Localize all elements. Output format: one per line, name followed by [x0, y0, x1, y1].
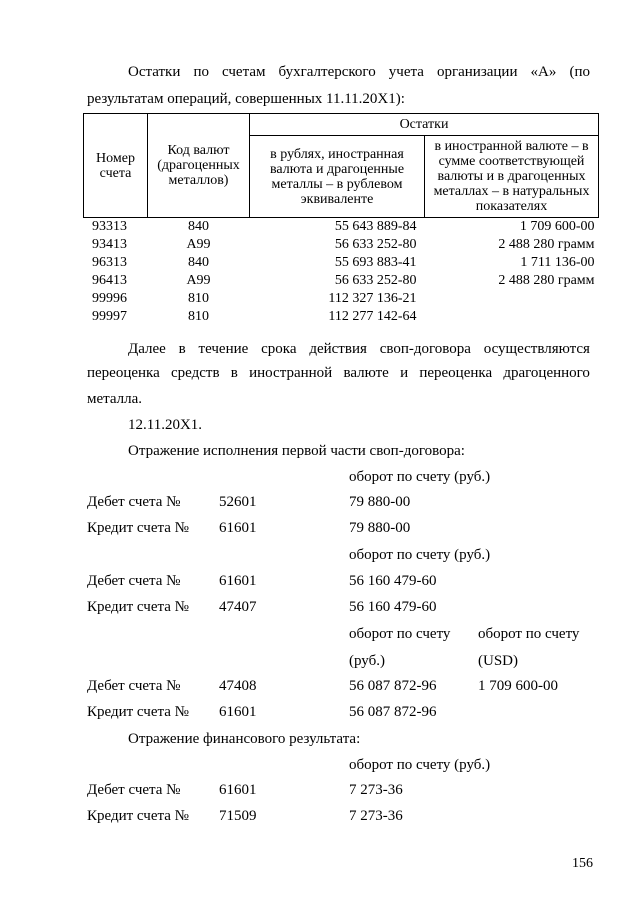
paragraph-word: переоценка	[87, 365, 160, 381]
debit-label: Дебет счета №	[87, 573, 181, 589]
cell-rub: 55 693 883-41	[334, 255, 417, 270]
cell-rub: 112 277 142-64	[328, 309, 417, 324]
section-title-swap-first-part: Отражение исполнения первой части своп-договора:	[128, 443, 465, 459]
entry-account: 71509	[219, 808, 257, 824]
section-title-financial-result: Отражение финансового результата:	[128, 731, 361, 747]
table-row	[84, 254, 599, 272]
credit-label: Кредит счета №	[87, 520, 189, 536]
entry-amount: 56 087 872-96	[349, 704, 437, 720]
header-currency-code: Код валют (драгоценных металлов)	[148, 114, 250, 218]
paragraph-line-2	[87, 364, 590, 382]
cell-code: 840	[188, 219, 209, 234]
cell-code: А99	[186, 273, 211, 288]
cell-code: 810	[188, 309, 209, 324]
entry-account: 61601	[219, 782, 257, 798]
cell-fx: 1 709 600-00	[519, 219, 595, 234]
header-account-number: Номер счета	[84, 114, 148, 218]
entry-row-credit	[0, 808, 640, 828]
cell-account: 96413	[92, 273, 127, 288]
turnover-header: оборот по счету (руб.)	[349, 469, 491, 485]
credit-label: Кредит счета №	[87, 599, 189, 615]
cell-account: 96313	[92, 255, 127, 270]
cell-fx: 1 711 136-00	[520, 255, 595, 270]
paragraph-word: действия	[309, 341, 367, 357]
paragraph-word: переоценка	[419, 365, 493, 381]
table-row	[84, 290, 599, 308]
paragraph-word: в	[178, 341, 186, 357]
entry-row-credit	[0, 520, 640, 540]
intro-word: (по	[569, 64, 590, 80]
debit-label: Дебет счета №	[87, 782, 181, 798]
entry-account: 61601	[219, 704, 257, 720]
intro-word: организации	[436, 64, 518, 80]
cell-account: 93413	[92, 237, 127, 252]
paragraph-word: течение	[198, 341, 249, 357]
intro-word: по	[193, 64, 209, 80]
entry-amount: 79 880-00	[349, 494, 411, 510]
table-row	[84, 218, 599, 237]
turnover-header: оборот по счету (руб.)	[349, 547, 491, 563]
cell-rub: 55 643 889-84	[334, 219, 417, 234]
paragraph-word: иностранной	[249, 365, 333, 381]
paragraph-word: валюте	[343, 365, 389, 381]
cell-rub: 112 327 136-21	[328, 291, 417, 306]
paragraph-word: Далее	[128, 341, 166, 357]
paragraph-word: срока	[261, 341, 297, 357]
turnover-header: оборот по счету (руб.)	[349, 757, 491, 773]
entry-row-debit	[0, 573, 640, 593]
entry-amount: 79 880-00	[349, 520, 411, 536]
paragraph-line-3: металла.	[87, 391, 143, 407]
entry-account: 52601	[219, 494, 257, 510]
entry-account: 47408	[219, 678, 257, 694]
table-row	[84, 272, 599, 290]
credit-label: Кредит счета №	[87, 704, 189, 720]
cell-fx: 2 488 280 грамм	[498, 237, 595, 252]
intro-word: Остатки	[128, 64, 181, 80]
paragraph-word: и	[400, 365, 409, 381]
cell-code: 840	[188, 255, 209, 270]
entry-amount: 56 160 479-60	[349, 573, 437, 589]
paragraph-line-1	[128, 340, 590, 358]
cell-fx	[425, 290, 599, 308]
cell-account: 99996	[92, 291, 127, 306]
cell-account: 99997	[92, 309, 127, 324]
entry-amount: 7 273-36	[349, 808, 403, 824]
paragraph-word: осуществляются	[483, 341, 590, 357]
debit-label: Дебет счета №	[87, 678, 181, 694]
header-foreign-currency: в иностранной валюте – в сумме соответствующей валюты и в драгоценных металлах – в натуральных показателях	[425, 136, 599, 218]
intro-word: «А»	[530, 64, 557, 80]
balance-table	[83, 113, 599, 326]
entry-amount: 56 087 872-96	[349, 678, 437, 694]
entry-account: 47407	[219, 599, 257, 615]
cell-fx: 2 488 280 грамм	[498, 273, 595, 288]
entry-amount: 56 160 479-60	[349, 599, 437, 615]
credit-label: Кредит счета №	[87, 808, 189, 824]
rub-unit-label: (руб.)	[349, 653, 385, 669]
cell-code: А99	[186, 237, 211, 252]
table-row	[84, 236, 599, 254]
paragraph-word: своп-договора	[379, 341, 471, 357]
intro-word: счетам	[222, 64, 266, 80]
debit-label: Дебет счета №	[87, 494, 181, 510]
intro-word: учета	[388, 64, 424, 80]
cell-code: 810	[188, 291, 209, 306]
page-number: 156	[572, 856, 593, 871]
entry-row-debit	[0, 678, 640, 698]
cell-account: 93313	[92, 219, 127, 234]
header-balances: Остатки	[250, 114, 599, 136]
cell-rub: 56 633 252-80	[334, 237, 417, 252]
paragraph-word: драгоценного	[503, 365, 590, 381]
header-rub-equivalent: в рублях, иностранная валюта и драгоценные металлы – в рублевом эквиваленте	[250, 136, 425, 218]
turnover-header-rub: оборот по счету	[349, 626, 451, 642]
intro-line-2: результатам операций, совершенных 11.11.20Х1):	[87, 91, 405, 107]
paragraph-word: в	[230, 365, 238, 381]
cell-rub: 56 633 252-80	[334, 273, 417, 288]
entry-date: 12.11.20Х1.	[128, 417, 203, 433]
entry-account: 61601	[219, 520, 257, 536]
entry-row-debit	[0, 494, 640, 514]
turnover-header-usd: оборот по счету	[478, 626, 580, 642]
entry-row-debit	[0, 782, 640, 802]
cell-fx	[425, 308, 599, 326]
usd-unit-label: (USD)	[478, 653, 518, 669]
intro-word: бухгалтерского	[278, 64, 376, 80]
intro-line-1	[128, 63, 590, 81]
table-row	[84, 308, 599, 326]
paragraph-word: средств	[171, 365, 220, 381]
entry-amount-usd: 1 709 600-00	[478, 678, 558, 694]
entry-row-credit	[0, 704, 640, 724]
entry-account: 61601	[219, 573, 257, 589]
entry-amount: 7 273-36	[349, 782, 403, 798]
entry-row-credit	[0, 599, 640, 619]
